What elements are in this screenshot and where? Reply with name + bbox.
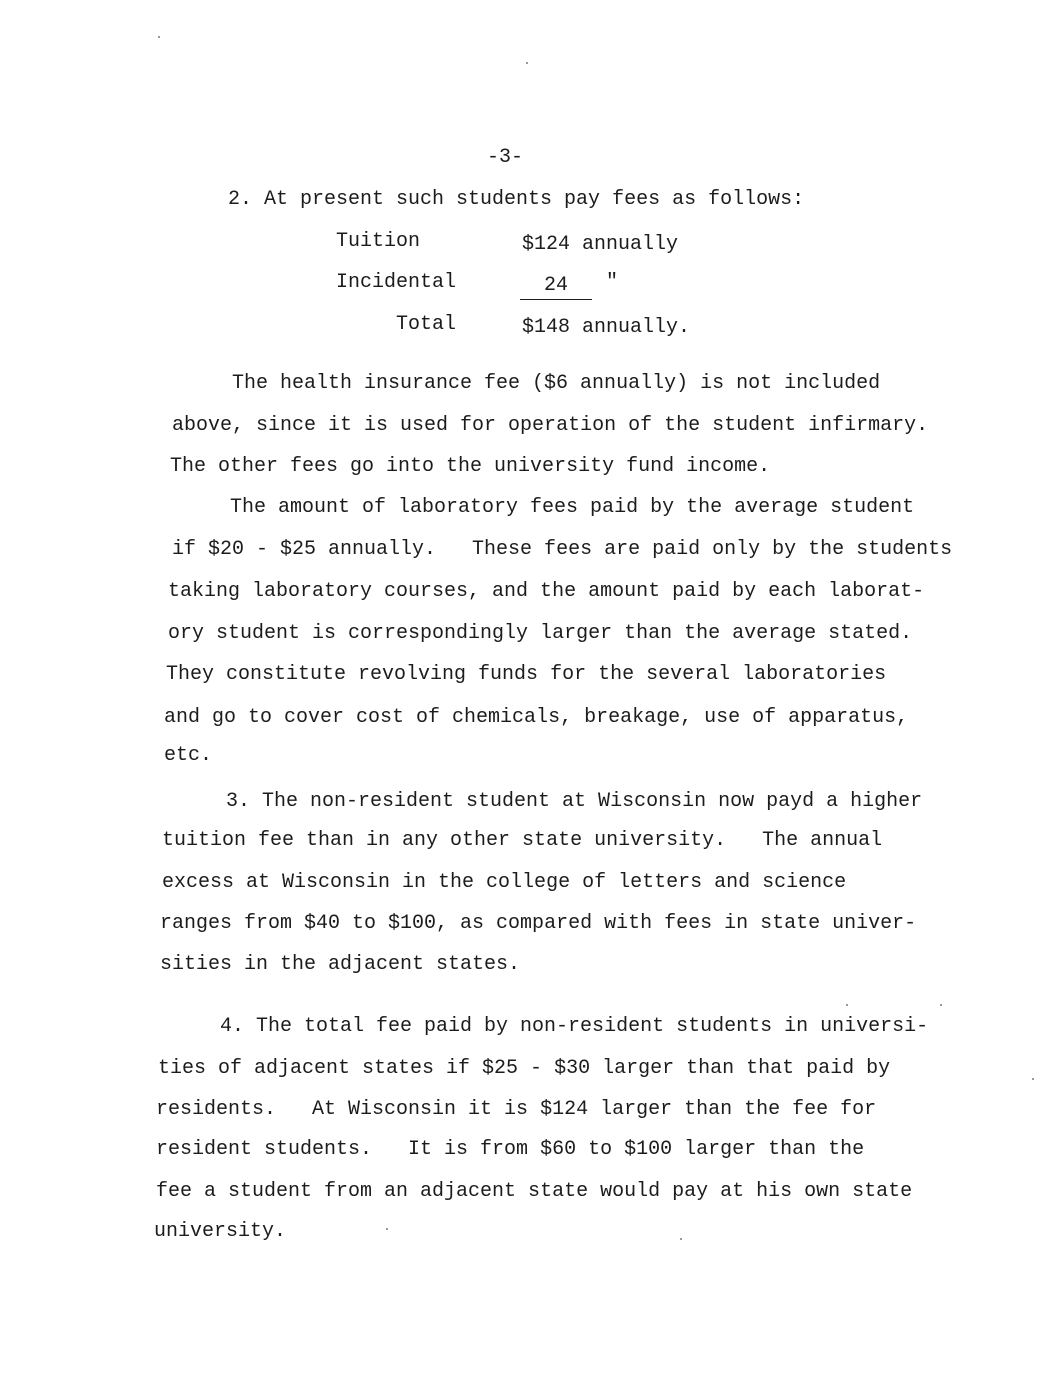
text-line: taking laboratory courses, and the amount paid by each laborat-	[168, 580, 925, 603]
item-2-intro: 2. At present such students pay fees as follows:	[228, 188, 805, 211]
text-line: 3. The non-resident student at Wisconsin now payd a higher	[226, 790, 923, 813]
fee-amount-tuition: $124 annually	[522, 233, 679, 256]
fee-amount-total: $148 annually.	[522, 316, 691, 339]
text-line: ory student is correspondingly larger than the average stated.	[168, 622, 913, 645]
text-line: ranges from $40 to $100, as compared with fees in state univer-	[160, 912, 917, 935]
scan-speck	[526, 62, 528, 64]
text-line: excess at Wisconsin in the college of letters and science	[162, 871, 847, 894]
page-number: -3-	[486, 146, 523, 169]
text-line: resident students. It is from $60 to $100 larger than the	[156, 1138, 865, 1161]
scan-speck	[386, 1228, 388, 1230]
fee-label-tuition: Tuition	[336, 230, 421, 253]
text-line: They constitute revolving funds for the several laboratories	[166, 663, 887, 686]
scan-speck	[940, 1004, 942, 1006]
scan-speck	[158, 36, 160, 38]
text-line: The other fees go into the university fund income.	[170, 455, 771, 478]
text-line: and go to cover cost of chemicals, breakage, use of apparatus,	[164, 706, 909, 729]
text-line: sities in the adjacent states.	[160, 953, 521, 976]
text-line: 4. The total fee paid by non-resident students in universi-	[220, 1015, 929, 1038]
text-line: university.	[154, 1220, 287, 1243]
text-line: The amount of laboratory fees paid by the average student	[230, 496, 915, 519]
text-line: ties of adjacent states if $25 - $30 larger than that paid by	[158, 1057, 891, 1080]
scan-speck	[680, 1238, 682, 1240]
text-line: above, since it is used for operation of the student infirmary.	[172, 414, 929, 437]
scan-speck	[846, 1004, 848, 1006]
ditto-mark: "	[606, 271, 619, 294]
fee-label-incidental: Incidental	[336, 271, 457, 294]
text-line: tuition fee than in any other state university. The annual	[162, 829, 883, 852]
text-line: The health insurance fee ($6 annually) is not included	[232, 372, 881, 395]
fee-amount-incidental	[520, 274, 592, 297]
scan-speck	[1032, 1078, 1034, 1080]
text-line: etc.	[164, 744, 213, 767]
fee-label-total: Total	[396, 313, 457, 336]
fee-amount-incidental-value: 24	[520, 274, 592, 300]
text-line: if $20 - $25 annually. These fees are paid only by the students	[172, 538, 953, 561]
text-line: residents. At Wisconsin it is $124 larger than the fee for	[156, 1098, 877, 1121]
text-line: fee a student from an adjacent state would pay at his own state	[156, 1180, 913, 1203]
